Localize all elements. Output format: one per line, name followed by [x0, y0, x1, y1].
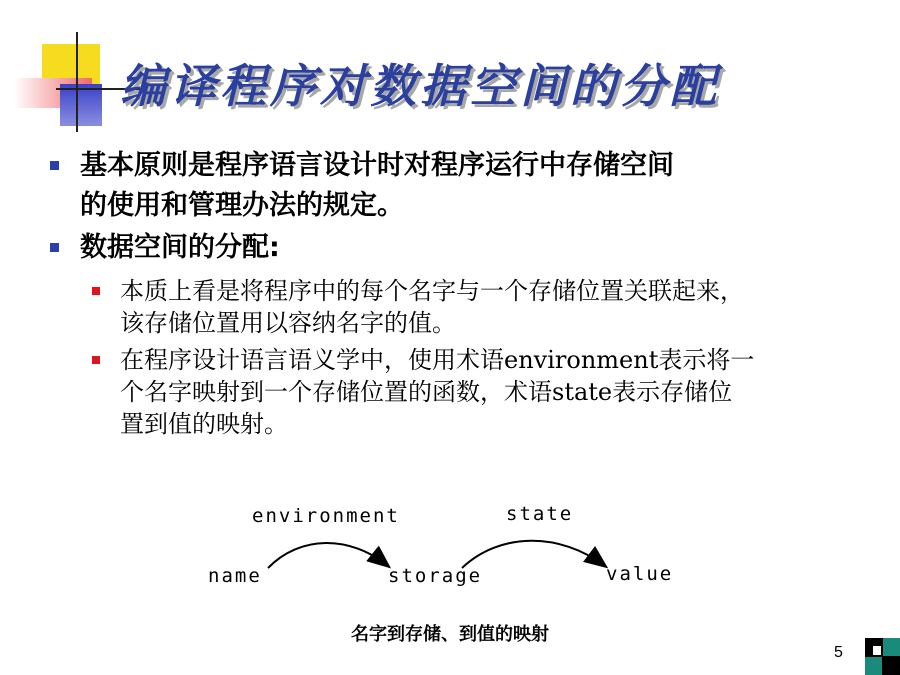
- slide-title: 编译程序对数据空间的分配: [120, 59, 720, 113]
- decor-blue-square: [60, 84, 102, 126]
- bullet-marker: [50, 161, 59, 170]
- sub-bullet-line: 本质上看是将程序中的每个名字与一个存储位置关联起来，: [120, 277, 744, 305]
- arc-label-environment: environment: [252, 505, 400, 527]
- node-storage: storage: [388, 565, 483, 587]
- mapping-diagram: [0, 490, 900, 610]
- node-name: name: [208, 565, 262, 587]
- sub-bullet-marker: [92, 356, 100, 364]
- bullet-line: 数据空间的分配:: [80, 232, 280, 263]
- sub-bullet-line: 个名字映射到一个存储位置的函数，术语state表示存储位: [120, 378, 733, 406]
- page-number: 5: [834, 644, 843, 661]
- bullet-basic-principle: [80, 146, 674, 226]
- sub-bullet-line: 置到值的映射。: [120, 410, 288, 438]
- environment-arc: [268, 543, 388, 568]
- diagram-caption: 名字到存储、到值的映射: [351, 624, 549, 645]
- sub-bullet-marker: [92, 287, 100, 295]
- state-arc: [462, 541, 605, 568]
- sub-bullet-line: 该存储位置用以容纳名字的值。: [120, 309, 456, 337]
- corner-logo: [865, 638, 900, 675]
- sub-bullet-essence: [120, 275, 744, 339]
- bullet-line: 的使用和管理办法的规定。: [80, 190, 404, 221]
- bullet-line: 基本原则是程序语言设计时对程序运行中存储空间: [80, 150, 674, 181]
- bullet-marker: [50, 243, 59, 252]
- decor-vertical-line: [76, 32, 78, 132]
- sub-bullet-line: 在程序设计语言语义学中，使用术语environment表示将一: [120, 346, 755, 374]
- node-value: value: [606, 563, 674, 585]
- sub-bullet-semantics: [120, 344, 754, 440]
- arc-label-state: state: [506, 503, 574, 525]
- bullet-data-space-allocation: [80, 228, 280, 268]
